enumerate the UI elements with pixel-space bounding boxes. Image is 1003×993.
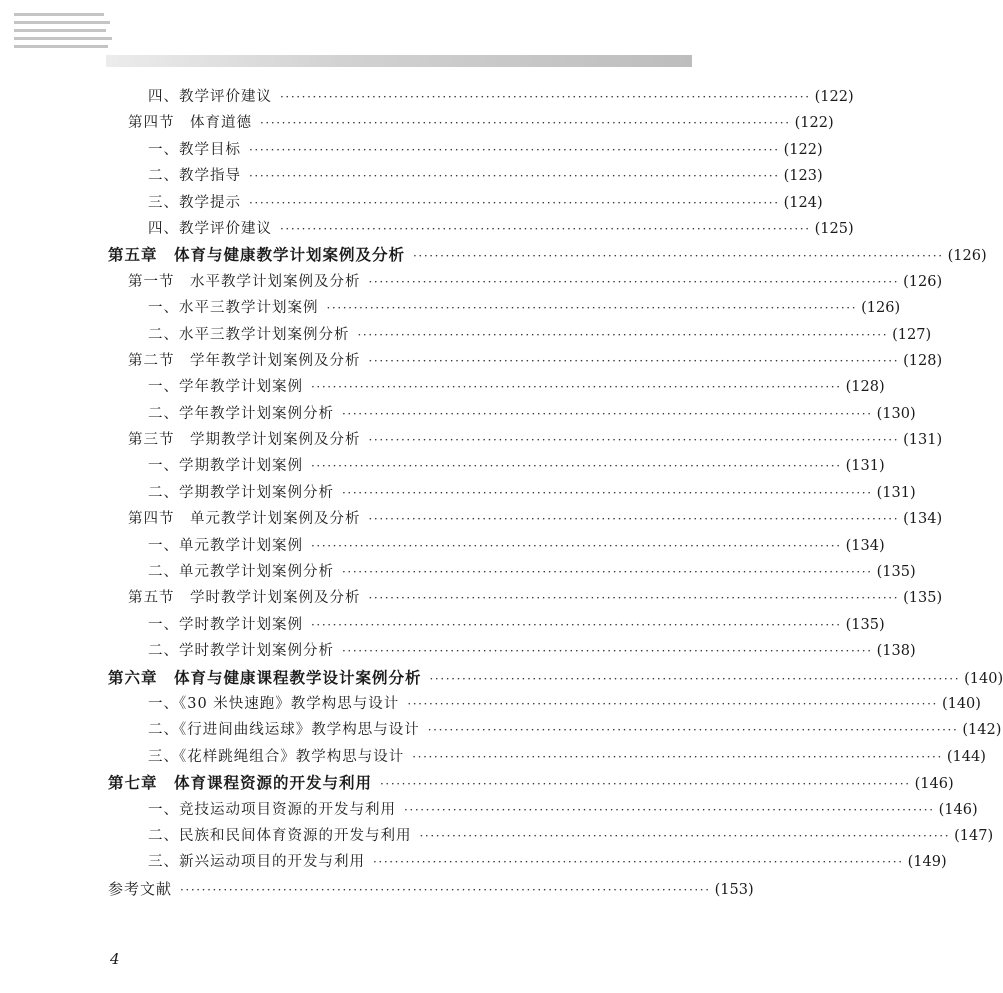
toc-dot-leader: ·································································································· (311, 380, 842, 395)
toc-dot-leader: ·································································································· (180, 882, 711, 897)
toc-page-number: (149) (907, 854, 947, 871)
toc-page-number: (144) (946, 748, 986, 765)
toc-entry-title: 一、竞技运动项目资源的开发与利用 (148, 801, 396, 818)
toc-entry-subsection[interactable] (108, 691, 981, 717)
toc-entry-title: 参考文献 (108, 879, 173, 898)
toc-dot-leader: ·································································································· (249, 142, 780, 157)
toc-entry-section[interactable] (108, 110, 834, 136)
toc-entry-subsection[interactable] (108, 638, 916, 664)
toc-entry-subsection[interactable] (108, 190, 823, 216)
toc-entry-chapter[interactable] (108, 242, 987, 268)
toc-page-number: (131) (845, 458, 885, 475)
toc-entry-subsection[interactable] (108, 744, 986, 770)
toc-entry-title: 第五节 学时教学计划案例及分析 (128, 590, 361, 607)
toc-entry-section[interactable] (108, 506, 943, 532)
toc-entry-title: 二、学期教学计划案例分析 (148, 484, 334, 501)
toc-dot-leader: ·································································································· (368, 512, 900, 527)
toc-entry-title: 二、学时教学计划案例分析 (148, 643, 334, 660)
toc-entry-section[interactable] (108, 585, 943, 611)
toc-entry-title: 二、《行进间曲线运球》教学构思与设计 (148, 722, 420, 739)
toc-entry-title: 第二节 学年教学计划案例及分析 (128, 352, 361, 369)
toc-page-number: (135) (845, 616, 885, 633)
toc-page-number: (122) (794, 115, 834, 132)
toc-dot-leader: ·································································································· (326, 301, 858, 316)
toc-entry-title: 一、水平三教学计划案例 (148, 300, 319, 317)
toc-page-number: (131) (903, 432, 943, 449)
toc-page-number: (124) (783, 194, 823, 211)
toc-page-number: (127) (892, 326, 932, 343)
toc-dot-leader: ·································································································· (368, 591, 900, 606)
toc-entry-chapter[interactable] (108, 770, 954, 796)
toc-page-number: (130) (876, 405, 916, 422)
toc-entry-subsection[interactable] (108, 823, 994, 849)
toc-page-number: (122) (783, 141, 823, 158)
toc-page-number: (140) (941, 695, 981, 712)
toc-dot-leader: ·································································································· (311, 459, 842, 474)
header-stripe (14, 13, 104, 16)
toc-entry-title: 一、学时教学计划案例 (148, 616, 303, 633)
toc-entry-title: 一、教学目标 (148, 141, 241, 158)
toc-page-number: (146) (914, 776, 954, 793)
toc-dot-leader: ·································································································· (280, 90, 811, 104)
toc-page-number: (135) (903, 590, 943, 607)
toc-page-number: (153) (714, 881, 754, 898)
toc-entry-subsection[interactable] (108, 612, 885, 638)
toc-dot-leader: ·································································································· (368, 274, 900, 289)
toc-entry-title: 第一节 水平教学计划案例及分析 (128, 273, 361, 290)
toc-dot-leader: ·································································································· (404, 802, 935, 817)
header-stripe (14, 21, 110, 24)
toc-entry-section[interactable] (108, 269, 943, 295)
toc-entry-section[interactable] (108, 348, 943, 374)
toc-entry-title: 第七章 体育课程资源的开发与利用 (108, 773, 373, 793)
toc-entry-title: 第六章 体育与健康课程教学设计案例分析 (108, 667, 422, 687)
toc-page-number: (128) (845, 379, 885, 396)
toc-entry-title: 第五章 体育与健康教学计划案例及分析 (108, 245, 406, 265)
toc-dot-leader: ·································································································· (407, 696, 938, 711)
toc-entry-section[interactable] (108, 427, 943, 453)
toc-dot-leader: ·································································································· (368, 433, 900, 448)
toc-dot-leader: ·································································································· (311, 538, 842, 553)
toc-dot-leader: ·································································································· (342, 406, 873, 421)
toc-entry-subsection[interactable] (108, 84, 854, 110)
toc-entry-title: 一、单元教学计划案例 (148, 537, 303, 554)
toc-entry-title: 第四节 单元教学计划案例及分析 (128, 511, 361, 528)
toc-entry-chapter[interactable] (108, 665, 1003, 691)
toc-dot-leader: ·································································································· (429, 671, 961, 686)
toc-page-number: (125) (814, 220, 854, 237)
toc-dot-leader: ·································································································· (260, 116, 791, 131)
toc-entry-title: 四、教学评价建议 (148, 89, 272, 105)
toc-page-number: (128) (903, 352, 943, 369)
toc-page-number: (138) (876, 643, 916, 660)
toc-page-number: (142) (962, 722, 1002, 739)
toc-entry-references[interactable] (108, 876, 754, 902)
toc-entry-subsection[interactable] (108, 849, 947, 875)
toc-entry-title: 一、《30 米快速跑》教学构思与设计 (148, 695, 400, 712)
toc-dot-leader: ·································································································· (368, 353, 900, 368)
toc-dot-leader: ·································································································· (342, 644, 873, 659)
toc-entry-subsection[interactable] (108, 401, 916, 427)
page-number: 4 (110, 950, 120, 968)
toc-entry-title: 四、教学评价建议 (148, 220, 272, 237)
toc-entry-subsection[interactable] (108, 374, 885, 400)
toc-entry-title: 第三节 学期教学计划案例及分析 (128, 432, 361, 449)
toc-dot-leader: ·································································································· (380, 777, 911, 792)
toc-entry-title: 二、水平三教学计划案例分析 (148, 326, 350, 343)
toc-entry-title: 二、学年教学计划案例分析 (148, 405, 334, 422)
toc-entry-subsection[interactable] (108, 163, 823, 189)
toc-dot-leader: ·································································································· (412, 749, 943, 764)
toc-entry-subsection[interactable] (108, 559, 916, 585)
toc-dot-leader: ·································································································· (311, 617, 842, 632)
header-decoration (0, 0, 800, 70)
toc-page-number: (134) (903, 511, 943, 528)
toc-page-number: (122) (814, 89, 854, 105)
header-band (106, 55, 692, 67)
toc-entry-subsection[interactable] (108, 137, 823, 163)
toc-dot-leader: ·································································································· (419, 828, 951, 843)
toc-page-number: (126) (947, 248, 987, 265)
toc-page-number: (126) (903, 273, 943, 290)
toc-page-number: (126) (861, 300, 901, 317)
toc-dot-leader: ·································································································· (249, 195, 780, 210)
toc-entry-title: 三、《花样跳绳组合》教学构思与设计 (148, 748, 405, 765)
header-stripe (14, 29, 106, 32)
toc-entry-subsection[interactable] (108, 322, 932, 348)
toc-entry-title: 二、民族和民间体育资源的开发与利用 (148, 827, 412, 844)
toc-page-number: (134) (845, 537, 885, 554)
toc-dot-leader: ·································································································· (342, 565, 873, 580)
toc-entry-title: 一、学期教学计划案例 (148, 458, 303, 475)
header-stripe (14, 45, 108, 48)
toc-dot-leader: ·································································································· (373, 855, 904, 870)
toc-dot-leader: ·································································································· (342, 485, 873, 500)
toc-entry-title: 三、新兴运动项目的开发与利用 (148, 854, 365, 871)
toc-entry-title: 一、学年教学计划案例 (148, 379, 303, 396)
toc-entry-title: 二、教学指导 (148, 168, 241, 185)
toc-dot-leader: ·································································································· (280, 221, 811, 236)
toc-page-number: (140) (964, 670, 1003, 687)
toc-page-number: (135) (876, 564, 916, 581)
toc-entry-subsection[interactable] (108, 717, 1002, 743)
toc-dot-leader: ·································································································· (413, 249, 944, 264)
toc-dot-leader: ·································································································· (249, 169, 780, 184)
toc-dot-leader: ·································································································· (357, 327, 889, 342)
toc-page-number: (123) (783, 168, 823, 185)
toc-entry-subsection[interactable] (108, 480, 916, 506)
toc-entry-title: 二、单元教学计划案例分析 (148, 564, 334, 581)
toc-entry-title: 第四节 体育道德 (128, 115, 252, 132)
toc-entry-title: 三、教学提示 (148, 194, 241, 211)
toc-dot-leader: ·································································································· (427, 723, 959, 738)
toc-entry-subsection[interactable] (108, 453, 885, 479)
header-stripe (14, 37, 112, 40)
toc-page-number: (131) (876, 484, 916, 501)
toc-entry-subsection[interactable] (108, 216, 854, 242)
table-of-contents (108, 84, 1003, 902)
toc-page-number: (147) (954, 827, 994, 844)
toc-entry-subsection[interactable] (108, 295, 901, 321)
toc-page-number: (146) (938, 801, 978, 818)
toc-entry-subsection[interactable] (108, 533, 885, 559)
toc-entry-subsection[interactable] (108, 797, 978, 823)
